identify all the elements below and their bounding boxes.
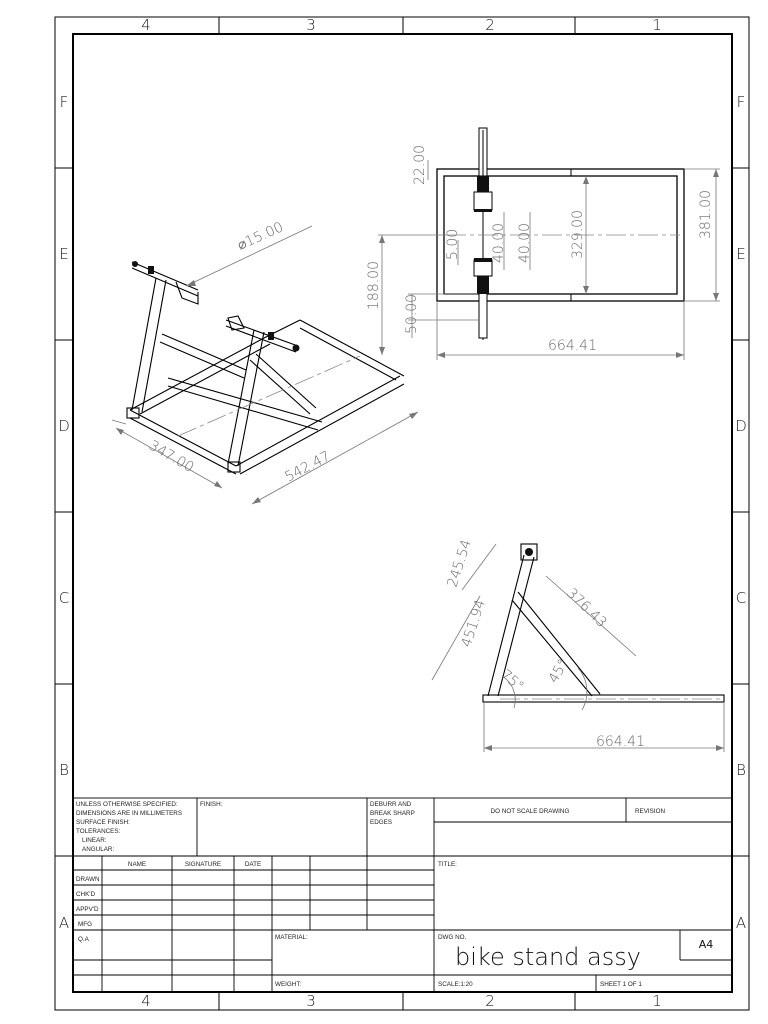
zone-bottom-2: 2: [485, 992, 495, 1010]
title-block: [73, 798, 732, 992]
zone-bottom-1: 1: [652, 992, 662, 1010]
dim-22: 22.00: [412, 144, 428, 185]
note-line-5: LINEAR:: [82, 837, 107, 844]
dim-angle-75: 75°: [497, 666, 527, 696]
row-qa: Q.A: [78, 936, 89, 943]
revision-label: REVISION: [634, 808, 666, 815]
zone-right-F: F: [736, 93, 746, 111]
deburr-line-3: EDGES: [370, 819, 393, 826]
side-view: [432, 538, 724, 752]
deburr-line-1: DEBURR AND: [370, 801, 412, 808]
row-appvd: APPV'D: [76, 906, 99, 913]
drawing-title: bike stand assy: [455, 943, 641, 971]
do-not-scale: DO NOT SCALE DRAWING: [490, 808, 570, 815]
scale-label: SCALE:1:20: [438, 981, 473, 988]
note-line-2: DIMENSIONS ARE IN MILLIMETERS: [76, 810, 183, 817]
row-chkd: CHK'D: [76, 891, 96, 898]
deburr-line-2: BREAK SHARP: [370, 810, 415, 817]
zone-right-A: A: [735, 914, 747, 932]
zone-left-E: E: [59, 245, 69, 263]
dwg-no-label: DWG NO.: [438, 934, 467, 941]
dim-664-side: 664.41: [596, 734, 645, 750]
col-name: NAME: [127, 861, 147, 868]
zone-ticks: [55, 17, 749, 1010]
dim-40a: 40.00: [491, 222, 507, 263]
zone-right-D: D: [735, 417, 747, 435]
top-view: [366, 128, 720, 360]
zone-bottom-4: 4: [141, 992, 151, 1010]
zone-right-C: C: [735, 589, 747, 607]
weight-label: WEIGHT:: [275, 981, 302, 988]
note-line-4: TOLERANCES:: [76, 828, 121, 835]
zone-left-A: A: [58, 914, 70, 932]
dim-40b: 40.00: [517, 222, 533, 263]
dim-angle-45: 45°: [545, 656, 572, 686]
zone-left-B: B: [59, 761, 69, 779]
note-line-6: ANGULAR:: [82, 846, 115, 853]
zone-right-B: B: [736, 761, 746, 779]
zone-top-2: 2: [485, 16, 495, 34]
note-line-1: UNLESS OTHERWISE SPECIFIED:: [76, 801, 178, 808]
col-date: DATE: [244, 861, 262, 868]
dim-381: 381.00: [698, 190, 714, 239]
dim-5: 5.00: [445, 228, 461, 260]
sheet-size: A4: [698, 938, 714, 951]
zone-top-4: 4: [141, 16, 151, 34]
dim-50: 50.00: [404, 293, 420, 334]
zone-left-D: D: [58, 417, 70, 435]
title-label: TITLE:: [438, 861, 457, 868]
dim-245: 245.54: [444, 537, 475, 590]
zone-labels: [58, 16, 747, 1010]
dim-451: 451.94: [458, 597, 489, 650]
dim-329: 329.00: [570, 210, 586, 259]
zone-bottom-3: 3: [306, 992, 316, 1010]
row-drawn: DRAWN: [76, 876, 100, 883]
material-label: MATERIAL:: [275, 934, 308, 941]
zone-top-3: 3: [306, 16, 316, 34]
dim-664-top: 664.41: [548, 338, 597, 354]
sheet-label: SHEET 1 OF 1: [600, 981, 642, 988]
dim-188: 188.00: [366, 261, 382, 310]
dim-diameter-15: ⌀15.00: [235, 219, 286, 254]
zone-left-F: F: [59, 93, 69, 111]
dim-542: 542.47: [282, 448, 334, 486]
sheet-frame: [55, 17, 749, 1010]
dim-347: 347.00: [146, 437, 197, 476]
zone-left-C: C: [58, 589, 70, 607]
zone-top-1: 1: [652, 16, 662, 34]
zone-right-E: E: [736, 245, 746, 263]
note-line-3: SURFACE FINISH:: [76, 819, 130, 826]
col-signature: SIGNATURE: [184, 861, 222, 868]
finish-label: FINISH:: [200, 801, 223, 808]
row-mfg: MFG: [78, 921, 92, 928]
dim-376: 376.43: [563, 585, 610, 631]
